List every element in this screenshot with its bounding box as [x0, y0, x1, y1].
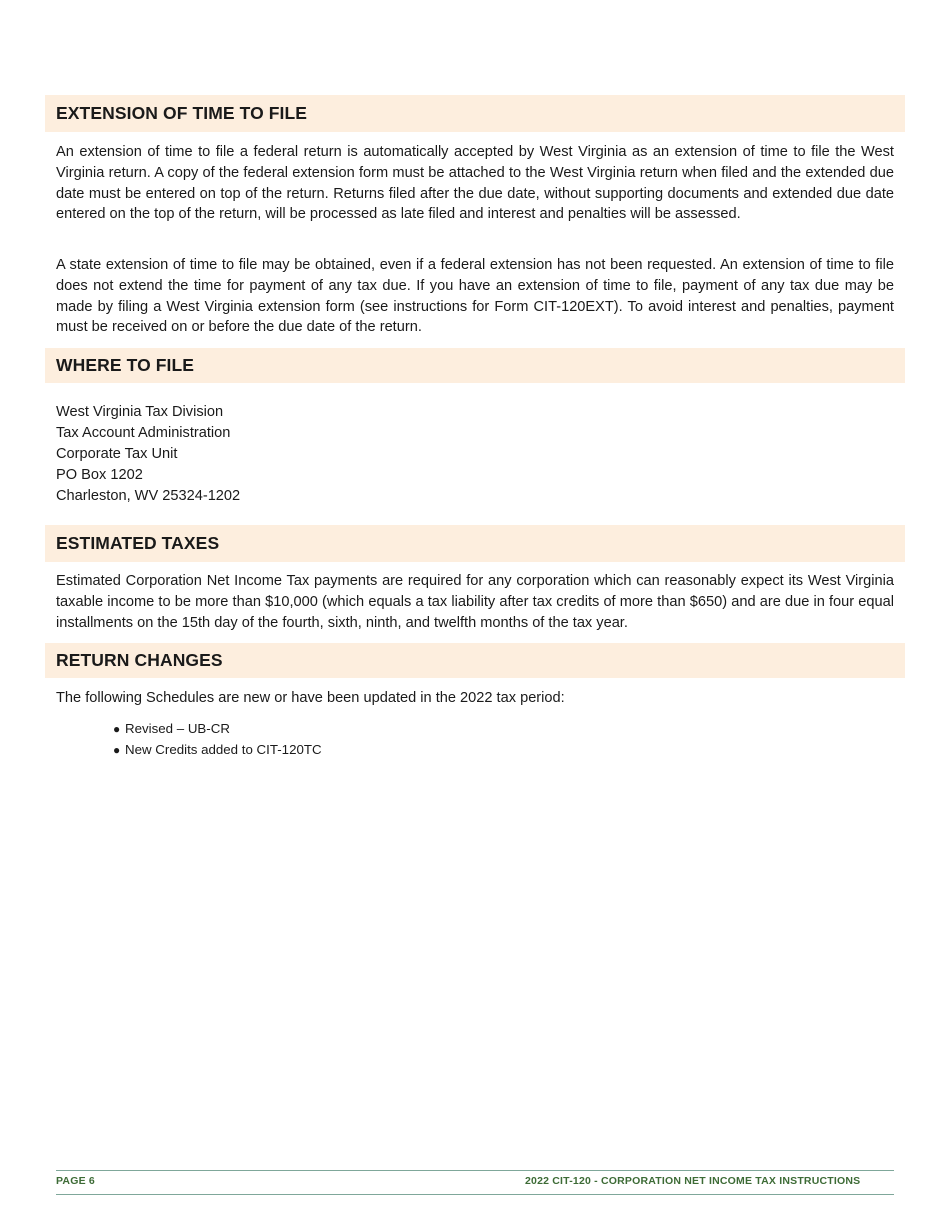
return-changes-list [113, 719, 322, 760]
section-header-extension-of-time [45, 95, 905, 132]
bullet-icon: ● [113, 742, 121, 757]
extension-paragraph-1: An extension of time to file a federal return is automatically accepted by West Virginia as an extension of time to file the West Virginia return. A copy of the federal extension form must be attached to the West Virginia return when filed and the extended due date must be entered on top of the return. Returns filed after the due date, without supporting documents and extended due date entered on the top of the return, will be processed as late filed and interest and penalties will be assessed. [56, 144, 894, 223]
address-line: Corporate Tax Unit [56, 446, 178, 462]
address-line: PO Box 1202 [56, 467, 143, 483]
estimated-taxes-paragraph: Estimated Corporation Net Income Tax payments are required for any corporation which can reasonably expect its West Virginia taxable income to be more than $10,000 (which equals a tax liability after tax credits of more than $650) and are due in four equal installments on the 15th day of the fourth, sixth, ninth, and twelfth months of the tax year. [56, 573, 894, 631]
section-header-estimated-taxes [45, 525, 905, 562]
page-number: PAGE 6 [56, 1175, 95, 1187]
list-item [113, 719, 322, 740]
section-title: RETURN CHANGES [56, 650, 223, 670]
document-title: 2022 CIT-120 - CORPORATION NET INCOME TAX INSTRUCTIONS [525, 1175, 861, 1187]
section-title: EXTENSION OF TIME TO FILE [56, 103, 308, 123]
extension-paragraph-2: A state extension of time to file may be obtained, even if a federal extension has not been requested. An extension of time to file does not extend the time for payment of any tax due. If you have an extension of time to file, payment of any tax due may be made by filing a West Virginia extension form (see instructions for Form CIT-120EXT). To avoid interest and penalties, payment must be received on or before the due date of the return. [56, 257, 894, 336]
section-title: WHERE TO FILE [56, 355, 195, 375]
footer-top-rule [56, 1170, 894, 1171]
address-line: West Virginia Tax Division [56, 404, 224, 420]
return-changes-intro: The following Schedules are new or have been updated in the 2022 tax period: [56, 690, 565, 706]
section-header-return-changes [45, 643, 905, 678]
list-item-text: New Credits added to CIT-120TC [125, 741, 322, 757]
footer-bottom-rule [56, 1194, 894, 1195]
section-title: ESTIMATED TAXES [56, 533, 220, 553]
section-header-where-to-file [45, 348, 905, 383]
bullet-icon: ● [113, 722, 121, 736]
address-line: Charleston, WV 25324-1202 [56, 488, 241, 504]
list-item-text: Revised – UB-CR [125, 721, 230, 736]
mailing-address [56, 402, 240, 507]
list-item [113, 740, 322, 761]
address-line: Tax Account Administration [56, 425, 231, 441]
